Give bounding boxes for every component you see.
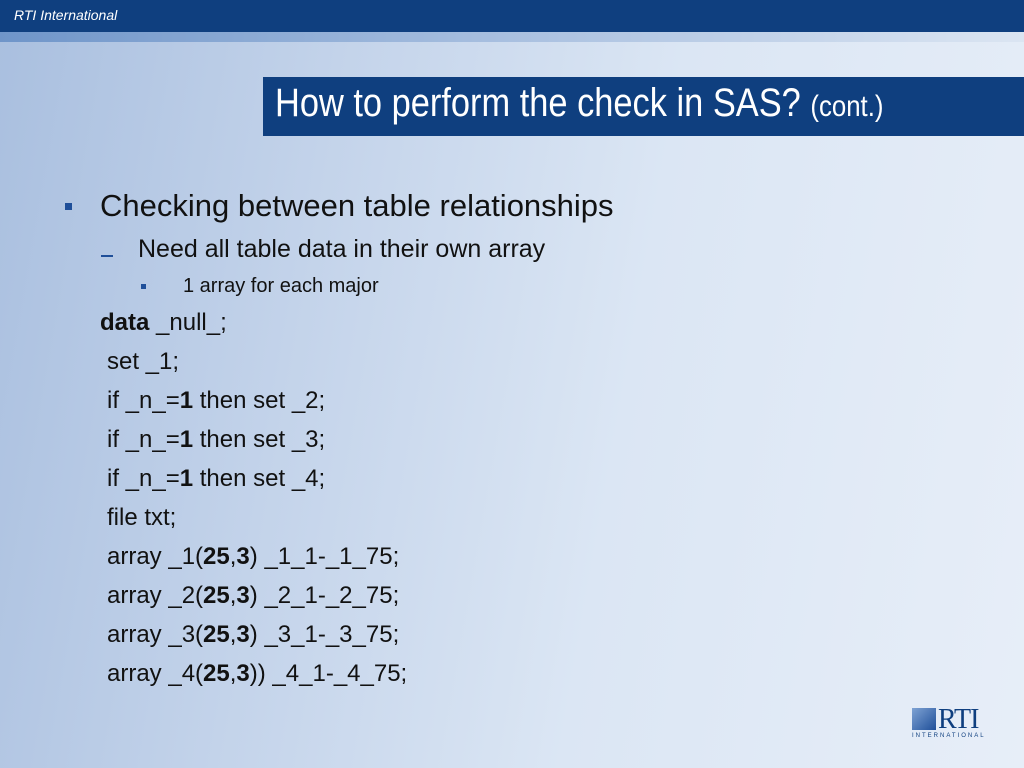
- code-line-1: data _null_;: [100, 309, 227, 336]
- title-box: [263, 77, 1024, 136]
- code-line-4: if _n_=1 then set _3;: [107, 426, 326, 453]
- logo-text: RTI: [938, 704, 979, 735]
- rti-logo: [910, 706, 990, 742]
- header-accent-strip: [0, 32, 1024, 42]
- bullet-level3: 1 array for each major: [183, 275, 379, 297]
- dash-bullet-icon: [101, 255, 113, 257]
- code-line-10: array _4(25,3)) _4_1-_4_75;: [107, 660, 408, 687]
- code-line-7: array _1(25,3) _1_1-_1_75;: [107, 543, 400, 570]
- logo-mark-icon: [912, 708, 936, 730]
- code-line-3: if _n_=1 then set _2;: [107, 387, 326, 414]
- slide-title-suffix: (cont.): [810, 90, 884, 123]
- code-line-2: set _1;: [107, 348, 180, 375]
- bullet-level2: Need all table data in their own array: [138, 235, 546, 263]
- code-line-8: array _2(25,3) _2_1-_2_75;: [107, 582, 400, 609]
- slide-title-main: How to perform the check in SAS?: [275, 81, 801, 125]
- header-bar: [0, 0, 1024, 32]
- logo-subtext: INTERNATIONAL: [912, 733, 986, 739]
- square-bullet-icon: [65, 203, 72, 210]
- code-line-5: if _n_=1 then set _4;: [107, 465, 326, 492]
- code-line-9: array _3(25,3) _3_1-_3_75;: [107, 621, 400, 648]
- small-square-bullet-icon: [141, 284, 146, 289]
- slide-title: [275, 81, 883, 126]
- org-label: RTI International: [14, 7, 118, 23]
- code-line-6: file txt;: [107, 504, 177, 531]
- bullet-level1: Checking between table relationships: [100, 188, 614, 223]
